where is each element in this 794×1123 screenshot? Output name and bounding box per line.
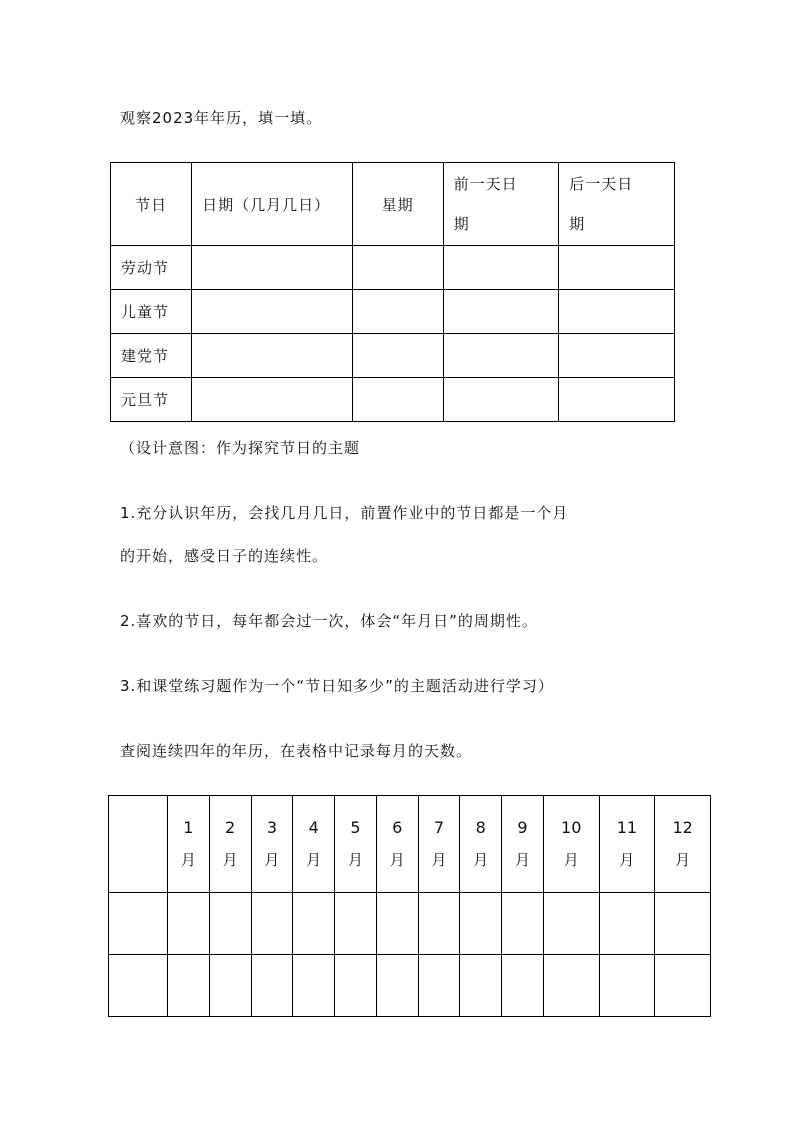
weekday-cell[interactable] <box>352 246 443 290</box>
date-cell[interactable] <box>192 378 353 422</box>
month-number: 10 <box>561 818 582 837</box>
month-header <box>168 796 210 893</box>
design-intent-point1-a: 1.充分认识年历，会找几月几日，前置作业中的节日都是一个月 <box>120 504 569 522</box>
header-prev-day-line1: 前一天日 <box>453 175 518 193</box>
date-cell[interactable] <box>192 246 353 290</box>
month-header <box>599 796 655 893</box>
days-cell[interactable] <box>209 893 251 955</box>
days-cell[interactable] <box>251 955 293 1017</box>
days-cell[interactable] <box>335 955 377 1017</box>
weekday-cell[interactable] <box>352 334 443 378</box>
month-number: 1 <box>183 818 194 837</box>
month-unit: 月 <box>431 851 447 869</box>
intro-text: 观察2023年年历，填一填。 <box>120 109 323 127</box>
month-header <box>209 796 251 893</box>
weekday-cell[interactable] <box>352 290 443 334</box>
month-header <box>418 796 460 893</box>
header-next-day-line1: 后一天日 <box>569 175 634 193</box>
month-number: 3 <box>266 818 277 837</box>
header-holiday: 节日 <box>111 163 192 246</box>
holiday-name: 儿童节 <box>111 290 192 334</box>
header-prev-day-line2: 期 <box>453 215 470 233</box>
month-number: 12 <box>672 818 693 837</box>
holiday-table <box>110 162 675 422</box>
table-row <box>109 955 711 1017</box>
header-weekday: 星期 <box>352 163 443 246</box>
month-unit: 月 <box>347 851 363 869</box>
holiday-name: 元旦节 <box>111 378 192 422</box>
month-header <box>502 796 544 893</box>
month-header-row <box>109 796 711 893</box>
weekday-cell[interactable] <box>352 378 443 422</box>
prev-day-cell[interactable] <box>443 334 559 378</box>
days-cell[interactable] <box>168 893 210 955</box>
days-cell[interactable] <box>543 955 599 1017</box>
design-intent-point2: 2.喜欢的节日，每年都会过一次，体会“年月日”的周期性。 <box>120 612 538 630</box>
design-intent-title: （设计意图：作为探究节日的主题 <box>120 439 361 457</box>
prev-day-cell[interactable] <box>443 378 559 422</box>
month-unit: 月 <box>264 851 280 869</box>
month-unit: 月 <box>563 851 579 869</box>
month-number: 9 <box>517 818 528 837</box>
month-unit: 月 <box>389 851 405 869</box>
corner-cell <box>109 796 168 893</box>
days-cell[interactable] <box>418 955 460 1017</box>
days-cell[interactable] <box>335 893 377 955</box>
month-unit: 月 <box>306 851 322 869</box>
task2-text: 查阅连续四年的年历，在表格中记录每月的天数。 <box>120 742 473 760</box>
table-row <box>111 378 675 422</box>
days-cell[interactable] <box>376 955 418 1017</box>
days-cell[interactable] <box>460 955 502 1017</box>
month-header <box>376 796 418 893</box>
month-unit: 月 <box>675 851 691 869</box>
holiday-name: 劳动节 <box>111 246 192 290</box>
month-unit: 月 <box>222 851 238 869</box>
table-row <box>111 290 675 334</box>
days-cell[interactable] <box>293 893 335 955</box>
days-cell[interactable] <box>599 893 655 955</box>
month-unit: 月 <box>473 851 489 869</box>
days-cell[interactable] <box>209 955 251 1017</box>
days-cell[interactable] <box>502 893 544 955</box>
table-row <box>109 893 711 955</box>
design-intent-point1-b: 的开始，感受日子的连续性。 <box>120 547 329 565</box>
days-cell[interactable] <box>655 893 711 955</box>
days-cell[interactable] <box>376 893 418 955</box>
holiday-table-header <box>111 163 675 246</box>
days-cell[interactable] <box>502 955 544 1017</box>
next-day-cell[interactable] <box>559 246 675 290</box>
month-unit: 月 <box>180 851 196 869</box>
month-unit: 月 <box>619 851 635 869</box>
table-row <box>111 334 675 378</box>
header-date: 日期（几月几日） <box>192 163 353 246</box>
header-prev-day <box>443 163 559 246</box>
date-cell[interactable] <box>192 290 353 334</box>
days-cell[interactable] <box>543 893 599 955</box>
prev-day-cell[interactable] <box>443 246 559 290</box>
month-unit: 月 <box>515 851 531 869</box>
next-day-cell[interactable] <box>559 378 675 422</box>
days-cell[interactable] <box>655 955 711 1017</box>
year-cell[interactable] <box>109 893 168 955</box>
holiday-name: 建党节 <box>111 334 192 378</box>
month-number: 11 <box>616 818 638 837</box>
month-number: 8 <box>475 818 486 837</box>
month-number: 4 <box>308 818 319 837</box>
month-days-table <box>108 795 711 1017</box>
month-header <box>655 796 711 893</box>
days-cell[interactable] <box>168 955 210 1017</box>
design-intent-point3: 3.和课堂练习题作为一个“节日知多少”的主题活动进行学习） <box>120 677 554 695</box>
next-day-cell[interactable] <box>559 290 675 334</box>
month-header <box>293 796 335 893</box>
month-header <box>460 796 502 893</box>
days-cell[interactable] <box>418 893 460 955</box>
next-day-cell[interactable] <box>559 334 675 378</box>
month-header <box>251 796 293 893</box>
month-header <box>335 796 377 893</box>
prev-day-cell[interactable] <box>443 290 559 334</box>
month-number: 2 <box>225 818 236 837</box>
days-cell[interactable] <box>251 893 293 955</box>
table-row <box>111 246 675 290</box>
days-cell[interactable] <box>460 893 502 955</box>
header-next-day-line2: 期 <box>569 215 586 233</box>
month-number: 5 <box>350 818 361 837</box>
date-cell[interactable] <box>192 334 353 378</box>
days-cell[interactable] <box>293 955 335 1017</box>
month-header <box>543 796 599 893</box>
month-number: 6 <box>392 818 403 837</box>
header-next-day <box>559 163 675 246</box>
year-cell[interactable] <box>109 955 168 1017</box>
month-number: 7 <box>433 818 445 837</box>
days-cell[interactable] <box>599 955 655 1017</box>
